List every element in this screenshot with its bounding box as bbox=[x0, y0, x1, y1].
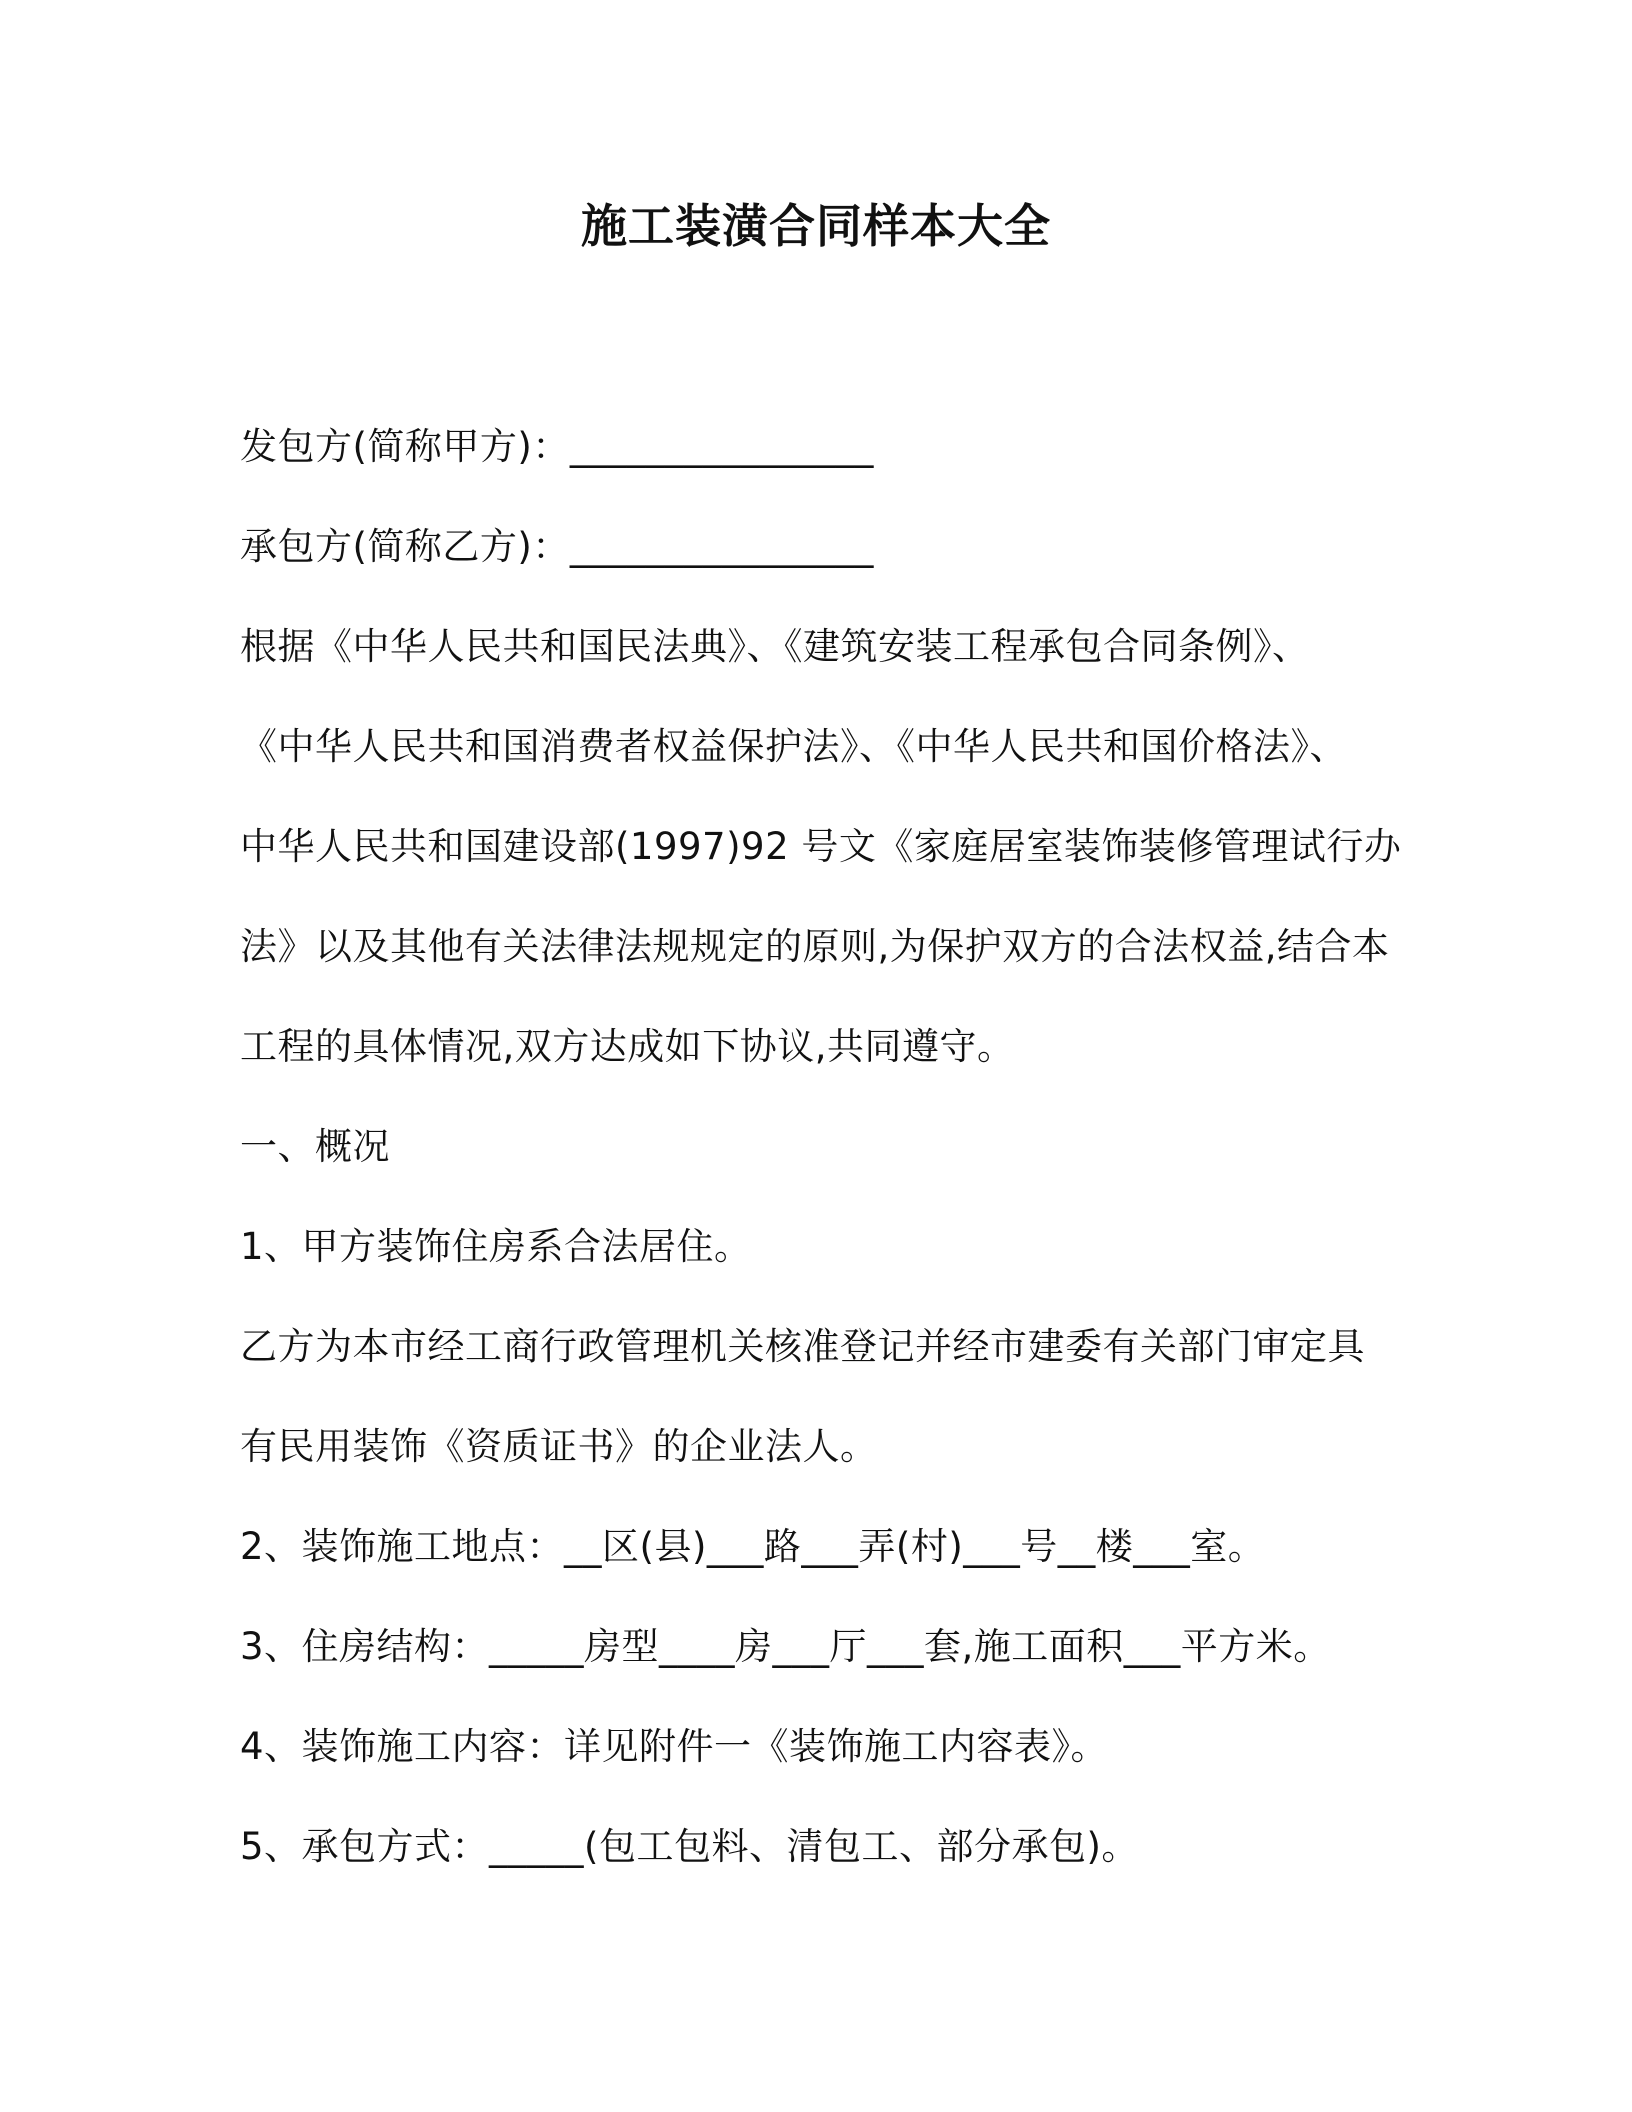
preamble-line-2: 《中华人民共和国消费者权益保护法》、《中华人民共和国价格法》、 bbox=[240, 725, 1347, 768]
clause-4-line: 4、装饰施工内容：详见附件一《装饰施工内容表》。 bbox=[240, 1725, 1109, 1768]
section-heading: 一、概况 bbox=[240, 1125, 390, 1168]
clause-3-line: 3、住房结构：_____房型____房___厅___套,施工面积___平方米。 bbox=[240, 1625, 1331, 1668]
clause-1-detail-line-2: 有民用装饰《资质证书》的企业法人。 bbox=[240, 1425, 878, 1468]
preamble-line-1: 根据《中华人民共和国民法典》、《建筑安装工程承包合同条例》、 bbox=[240, 625, 1310, 668]
clause-2-line: 2、装饰施工地点：__区(县)___路___弄(村)___号__楼___室。 bbox=[240, 1525, 1266, 1568]
preamble-line-3: 中华人民共和国建设部(1997)92 号文《家庭居室装饰装修管理试行办 bbox=[240, 825, 1402, 868]
clause-1-detail-line-1: 乙方为本市经工商行政管理机关核准登记并经市建委有关部门审定具 bbox=[240, 1325, 1365, 1368]
party-a-line: 发包方(简称甲方)：________________ bbox=[240, 425, 874, 468]
preamble-line-5: 工程的具体情况,双方达成如下协议,共同遵守。 bbox=[240, 1025, 1015, 1068]
document-title: 施工装潢合同样本大全 bbox=[581, 199, 1051, 253]
party-b-line: 承包方(简称乙方)：________________ bbox=[240, 525, 874, 568]
clause-1-line: 1、甲方装饰住房系合法居住。 bbox=[240, 1225, 752, 1268]
clause-5-line: 5、承包方式：_____(包工包料、清包工、部分承包)。 bbox=[240, 1825, 1139, 1868]
preamble-line-4: 法》以及其他有关法律法规规定的原则,为保护双方的合法权益,结合本 bbox=[240, 925, 1390, 968]
